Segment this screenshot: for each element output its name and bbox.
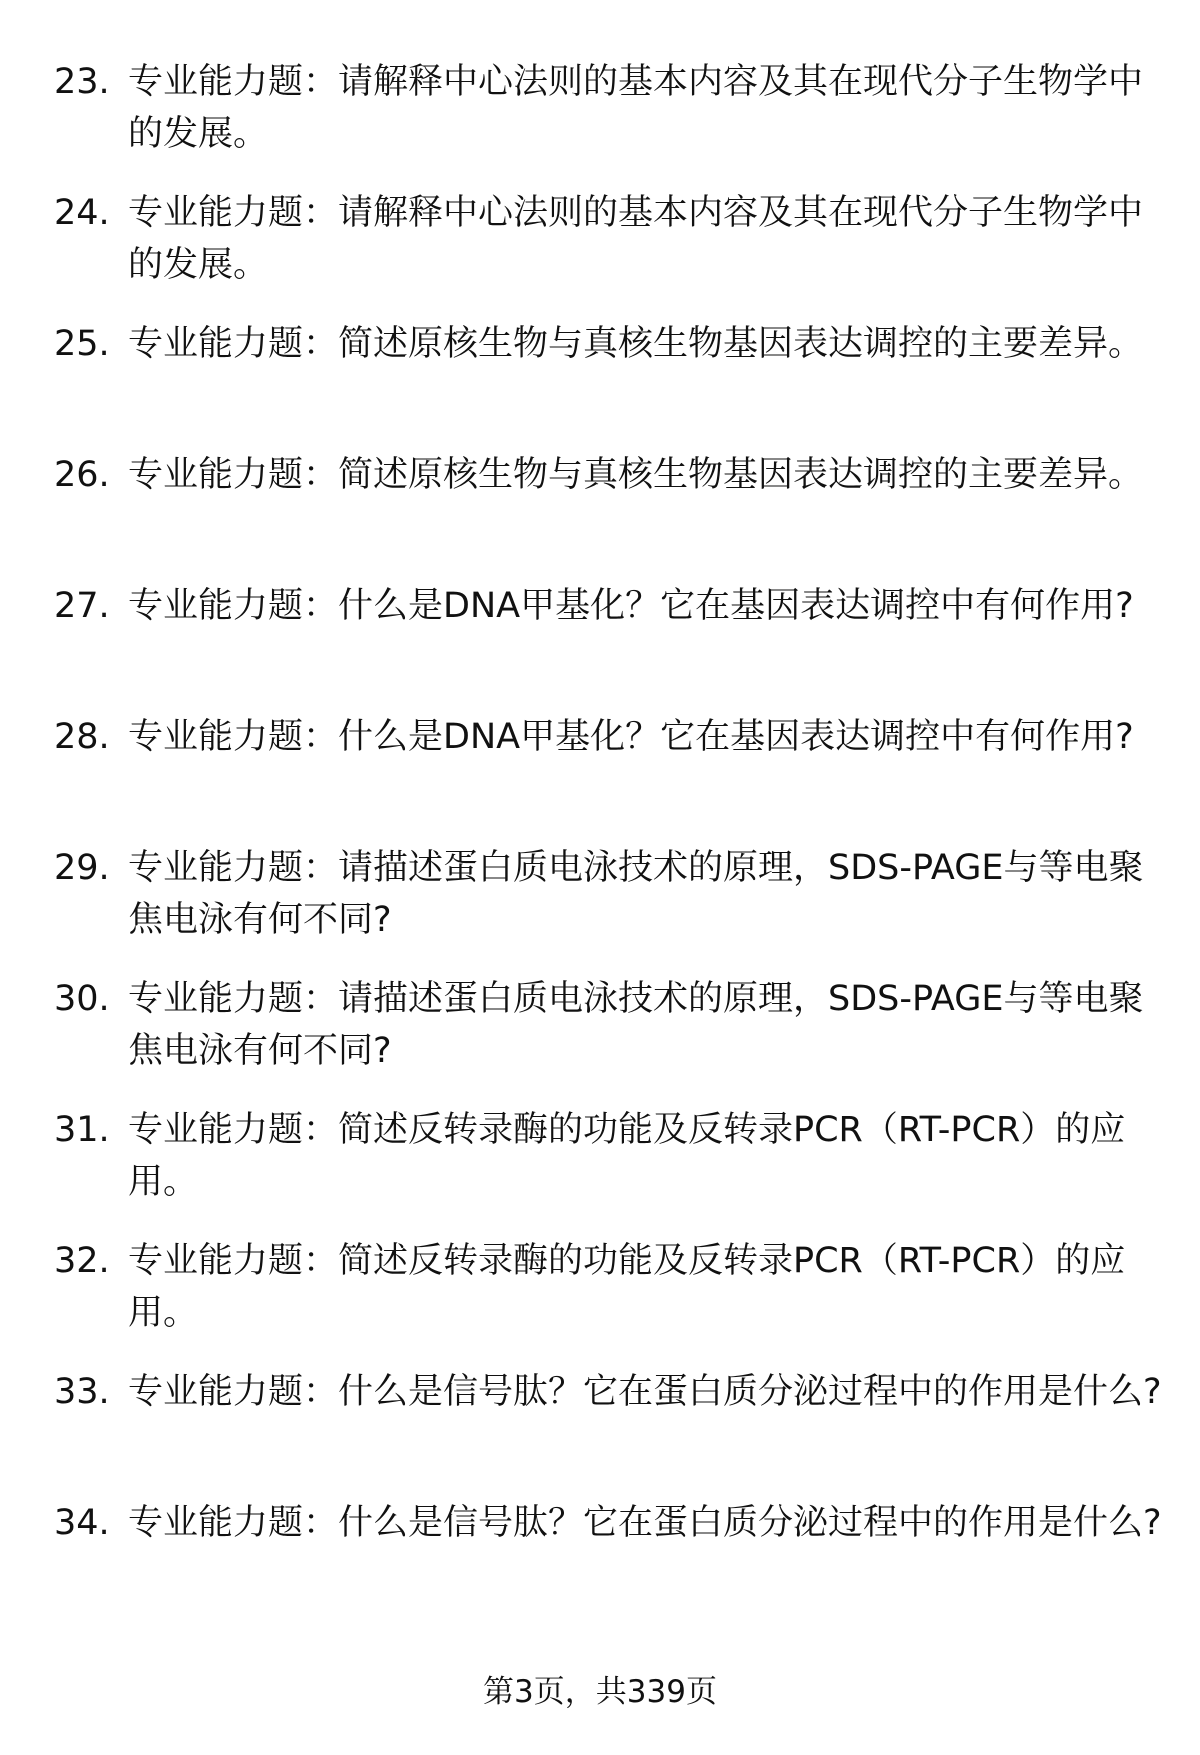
question-number: 29. [54,848,110,888]
question-item [0,449,1200,580]
page-footer: 第3页，共339页 [483,1674,717,1710]
question-number: 28. [54,717,110,757]
question-item [0,711,1200,842]
question-text: 专业能力题：简述原核生物与真核生物基因表达调控的主要差异。 [128,324,1144,364]
question-number: 34. [54,1503,110,1543]
question-text: 专业能力题：简述反转录酶的功能及反转录PCR（RT-PCR）的应用。 [128,1110,1126,1202]
question-text: 专业能力题：简述原核生物与真核生物基因表达调控的主要差异。 [128,455,1144,495]
question-item [0,580,1200,711]
question-text: 专业能力题：简述反转录酶的功能及反转录PCR（RT-PCR）的应用。 [128,1241,1126,1333]
question-number: 27. [54,586,110,626]
question-item [0,842,1200,973]
question-item [0,318,1200,449]
question-item [0,1497,1200,1628]
question-text: 专业能力题：什么是DNA甲基化？它在基因表达调控中有何作用? [128,717,1134,757]
question-item [0,187,1200,318]
question-number: 24. [54,193,110,233]
question-text: 专业能力题：请解释中心法则的基本内容及其在现代分子生物学中的发展。 [128,62,1144,154]
question-text: 专业能力题：请解释中心法则的基本内容及其在现代分子生物学中的发展。 [128,193,1144,285]
question-number: 23. [54,62,110,102]
question-number: 33. [54,1372,110,1412]
question-text: 专业能力题：什么是信号肽？它在蛋白质分泌过程中的作用是什么? [128,1503,1162,1543]
question-text: 专业能力题：请描述蛋白质电泳技术的原理，SDS-PAGE与等电聚焦电泳有何不同? [128,979,1144,1071]
question-number: 30. [54,979,110,1019]
question-item [0,56,1200,187]
question-item [0,1366,1200,1497]
question-number: 26. [54,455,110,495]
question-text: 专业能力题：什么是DNA甲基化？它在基因表达调控中有何作用? [128,586,1134,626]
question-item [0,1235,1200,1366]
question-list [0,56,1200,1628]
question-number: 31. [54,1110,110,1150]
question-text: 专业能力题：什么是信号肽？它在蛋白质分泌过程中的作用是什么? [128,1372,1162,1412]
question-number: 32. [54,1241,110,1281]
question-item [0,973,1200,1104]
question-number: 25. [54,324,110,364]
question-item [0,1104,1200,1235]
question-text: 专业能力题：请描述蛋白质电泳技术的原理，SDS-PAGE与等电聚焦电泳有何不同? [128,848,1144,940]
